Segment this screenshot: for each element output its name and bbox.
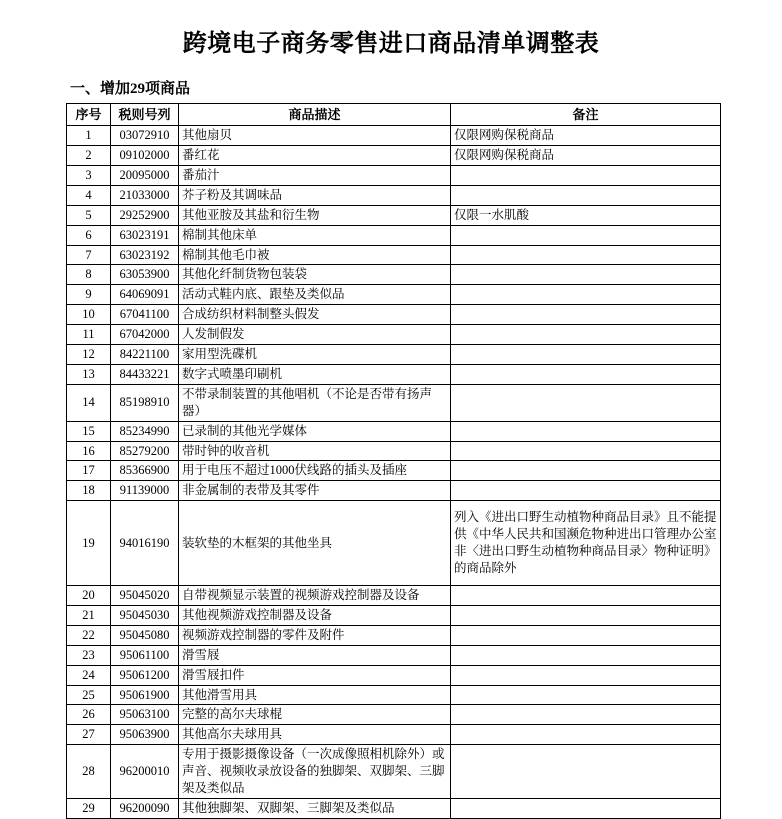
- cell-remarks: 仅限网购保税商品: [451, 126, 721, 146]
- cell-tariff-code: 64069091: [111, 285, 179, 305]
- cell-description: 数字式喷墨印刷机: [179, 364, 451, 384]
- cell-description: 人发制假发: [179, 325, 451, 345]
- cell-description: 滑雪屐: [179, 645, 451, 665]
- cell-tariff-code: 95045080: [111, 625, 179, 645]
- cell-sequence: 7: [67, 245, 111, 265]
- cell-sequence: 3: [67, 166, 111, 186]
- cell-remarks: [451, 705, 721, 725]
- cell-description: 视频游戏控制器的零件及附件: [179, 625, 451, 645]
- cell-tariff-code: 09102000: [111, 146, 179, 166]
- cell-sequence: 13: [67, 364, 111, 384]
- cell-tariff-code: 85279200: [111, 441, 179, 461]
- cell-sequence: 21: [67, 606, 111, 626]
- table-row: [67, 501, 721, 586]
- table-row: [67, 441, 721, 461]
- table-row: [67, 745, 721, 799]
- cell-description: 不带录制装置的其他唱机（不论是否带有扬声器）: [179, 384, 451, 421]
- cell-tariff-code: 91139000: [111, 481, 179, 501]
- cell-tariff-code: 85234990: [111, 421, 179, 441]
- cell-description: 棉制其他床单: [179, 225, 451, 245]
- table-header: [67, 103, 721, 126]
- cell-tariff-code: 85366900: [111, 461, 179, 481]
- table-row: [67, 645, 721, 665]
- cell-remarks: [451, 384, 721, 421]
- table-row: [67, 461, 721, 481]
- cell-remarks: [451, 225, 721, 245]
- table-row: [67, 166, 721, 186]
- cell-remarks: [451, 745, 721, 799]
- cell-sequence: 18: [67, 481, 111, 501]
- table-header-row: [67, 103, 721, 126]
- cell-tariff-code: 95063100: [111, 705, 179, 725]
- table-row: [67, 185, 721, 205]
- cell-remarks: [451, 481, 721, 501]
- cell-sequence: 10: [67, 305, 111, 325]
- cell-sequence: 20: [67, 586, 111, 606]
- cell-tariff-code: 85198910: [111, 384, 179, 421]
- cell-sequence: 12: [67, 344, 111, 364]
- cell-description: 带时钟的收音机: [179, 441, 451, 461]
- goods-table: [66, 103, 721, 819]
- cell-tariff-code: 95061200: [111, 665, 179, 685]
- table-row: [67, 798, 721, 818]
- cell-sequence: 11: [67, 325, 111, 345]
- cell-tariff-code: 67042000: [111, 325, 179, 345]
- cell-sequence: 19: [67, 501, 111, 586]
- cell-description: 其他独脚架、双脚架、三脚架及类似品: [179, 798, 451, 818]
- table-row: [67, 625, 721, 645]
- table-row: [67, 725, 721, 745]
- cell-tariff-code: 95045020: [111, 586, 179, 606]
- cell-tariff-code: 29252900: [111, 205, 179, 225]
- cell-tariff-code: 03072910: [111, 126, 179, 146]
- table-row: [67, 384, 721, 421]
- cell-sequence: 17: [67, 461, 111, 481]
- cell-tariff-code: 20095000: [111, 166, 179, 186]
- cell-remarks: [451, 305, 721, 325]
- cell-tariff-code: 96200090: [111, 798, 179, 818]
- column-header-sequence: 序号: [67, 103, 111, 126]
- cell-sequence: 14: [67, 384, 111, 421]
- table-row: [67, 364, 721, 384]
- cell-remarks: [451, 344, 721, 364]
- table-row: [67, 421, 721, 441]
- cell-description: 装软垫的木框架的其他坐具: [179, 501, 451, 586]
- cell-description: 芥子粉及其调味品: [179, 185, 451, 205]
- cell-sequence: 4: [67, 185, 111, 205]
- cell-sequence: 8: [67, 265, 111, 285]
- cell-remarks: [451, 685, 721, 705]
- cell-sequence: 22: [67, 625, 111, 645]
- cell-description: 非金属制的表带及其零件: [179, 481, 451, 501]
- cell-description: 其他化纤制货物包装袋: [179, 265, 451, 285]
- table-row: [67, 606, 721, 626]
- cell-description: 其他视频游戏控制器及设备: [179, 606, 451, 626]
- cell-remarks: 仅限一水肌酸: [451, 205, 721, 225]
- table-row: [67, 205, 721, 225]
- table-row: [67, 344, 721, 364]
- table-row: [67, 245, 721, 265]
- cell-remarks: [451, 665, 721, 685]
- cell-tariff-code: 84221100: [111, 344, 179, 364]
- table-row: [67, 481, 721, 501]
- cell-remarks: [451, 625, 721, 645]
- table-row: [67, 665, 721, 685]
- cell-tariff-code: 63053900: [111, 265, 179, 285]
- cell-description: 自带视频显示装置的视频游戏控制器及设备: [179, 586, 451, 606]
- table-row: [67, 146, 721, 166]
- cell-sequence: 15: [67, 421, 111, 441]
- cell-remarks: [451, 586, 721, 606]
- cell-description: 番茄汁: [179, 166, 451, 186]
- cell-remarks: [451, 421, 721, 441]
- cell-description: 合成纺织材料制整头假发: [179, 305, 451, 325]
- section-heading: 一、增加29项商品: [70, 80, 191, 97]
- table-row: [67, 305, 721, 325]
- cell-description: 家用型洗碟机: [179, 344, 451, 364]
- column-header-remarks: 备注: [451, 103, 721, 126]
- cell-sequence: 6: [67, 225, 111, 245]
- cell-sequence: 27: [67, 725, 111, 745]
- table-row: [67, 586, 721, 606]
- cell-remarks: [451, 245, 721, 265]
- cell-remarks: [451, 166, 721, 186]
- cell-remarks: [451, 364, 721, 384]
- cell-sequence: 23: [67, 645, 111, 665]
- cell-description: 完整的高尔夫球棍: [179, 705, 451, 725]
- cell-tariff-code: 67041100: [111, 305, 179, 325]
- cell-remarks: [451, 461, 721, 481]
- cell-description: 其他高尔夫球用具: [179, 725, 451, 745]
- cell-remarks: 列入《进出口野生动植物种商品目录》且不能提供《中华人民共和国濒危物种进出口管理办公室非〈进出口野生动植物种商品目录〉物种证明》的商品除外: [451, 501, 721, 586]
- cell-remarks: [451, 645, 721, 665]
- cell-description: 用于电压不超过1000伏线路的插头及插座: [179, 461, 451, 481]
- cell-remarks: [451, 798, 721, 818]
- cell-description: 其他滑雪用具: [179, 685, 451, 705]
- cell-remarks: [451, 325, 721, 345]
- cell-sequence: 25: [67, 685, 111, 705]
- cell-sequence: 9: [67, 285, 111, 305]
- cell-tariff-code: 95061100: [111, 645, 179, 665]
- cell-tariff-code: 84433221: [111, 364, 179, 384]
- cell-description: 棉制其他毛巾被: [179, 245, 451, 265]
- page-title: 跨境电子商务零售进口商品清单调整表: [182, 31, 600, 57]
- cell-sequence: 29: [67, 798, 111, 818]
- cell-sequence: 5: [67, 205, 111, 225]
- cell-description: 已录制的其他光学媒体: [179, 421, 451, 441]
- goods-table-container: [0, 103, 782, 819]
- cell-tariff-code: 96200010: [111, 745, 179, 799]
- cell-tariff-code: 63023191: [111, 225, 179, 245]
- cell-remarks: [451, 285, 721, 305]
- cell-description: 滑雪屐扣件: [179, 665, 451, 685]
- cell-tariff-code: 21033000: [111, 185, 179, 205]
- table-row: [67, 126, 721, 146]
- cell-sequence: 26: [67, 705, 111, 725]
- cell-description: 其他亚胺及其盐和衍生物: [179, 205, 451, 225]
- cell-description: 其他扇贝: [179, 126, 451, 146]
- cell-description: 专用于摄影摄像设备（一次成像照相机除外）或声音、视频收录放设备的独脚架、双脚架、三脚架及类似品: [179, 745, 451, 799]
- table-body: [67, 126, 721, 818]
- table-row: [67, 265, 721, 285]
- table-row: [67, 685, 721, 705]
- cell-description: 番红花: [179, 146, 451, 166]
- table-row: [67, 325, 721, 345]
- table-row: [67, 705, 721, 725]
- cell-tariff-code: 95061900: [111, 685, 179, 705]
- cell-sequence: 24: [67, 665, 111, 685]
- column-header-description: 商品描述: [179, 103, 451, 126]
- table-row: [67, 285, 721, 305]
- cell-tariff-code: 95045030: [111, 606, 179, 626]
- cell-remarks: 仅限网购保税商品: [451, 146, 721, 166]
- cell-tariff-code: 63023192: [111, 245, 179, 265]
- cell-sequence: 1: [67, 126, 111, 146]
- cell-remarks: [451, 725, 721, 745]
- cell-tariff-code: 95063900: [111, 725, 179, 745]
- table-row: [67, 225, 721, 245]
- cell-tariff-code: 94016190: [111, 501, 179, 586]
- cell-sequence: 2: [67, 146, 111, 166]
- cell-remarks: [451, 606, 721, 626]
- column-header-tariff-code: 税则号列: [111, 103, 179, 126]
- cell-sequence: 16: [67, 441, 111, 461]
- cell-remarks: [451, 441, 721, 461]
- cell-sequence: 28: [67, 745, 111, 799]
- cell-remarks: [451, 265, 721, 285]
- cell-description: 活动式鞋内底、跟垫及类似品: [179, 285, 451, 305]
- cell-remarks: [451, 185, 721, 205]
